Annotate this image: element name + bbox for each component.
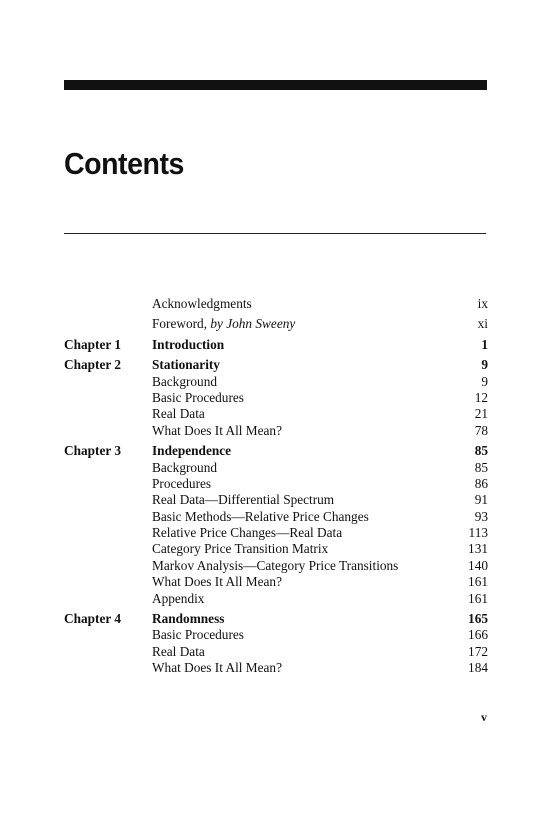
toc-entry — [64, 509, 488, 525]
toc-entry — [64, 492, 488, 508]
toc-entry — [64, 644, 488, 660]
toc-entry-title-text: Introduction — [152, 336, 225, 352]
toc-entry-title — [152, 390, 244, 406]
chapter-label: Chapter 3 — [64, 443, 122, 459]
toc-entry — [64, 627, 488, 643]
toc-entry-title — [152, 574, 282, 590]
toc-entry — [64, 591, 488, 607]
toc-entry-title-text: Background — [152, 459, 217, 475]
toc-entry — [64, 296, 488, 312]
table-of-contents — [64, 296, 488, 677]
toc-entry-title — [152, 644, 205, 660]
chapter-label: Chapter 1 — [64, 336, 122, 352]
top-thick-rule — [64, 80, 487, 90]
toc-entry-title-text: Foreword, — [152, 316, 208, 332]
toc-entry — [64, 558, 488, 574]
toc-entry-title-text: Category Price Transition Matrix — [152, 541, 329, 557]
toc-entry-page: 184 — [468, 660, 488, 676]
toc-entry-title-text: What Does It All Mean? — [152, 660, 282, 676]
toc-entry — [64, 337, 488, 353]
toc-entry-title — [152, 591, 204, 607]
toc-entry-page: 172 — [468, 643, 488, 659]
toc-entry — [64, 423, 488, 439]
toc-entry-page: 131 — [468, 541, 488, 557]
chapter-label: Chapter 4 — [64, 611, 122, 627]
toc-entry-page: 161 — [468, 590, 488, 606]
toc-entry-page: xi — [477, 316, 488, 332]
toc-entry-page: 1 — [481, 336, 488, 352]
toc-entry-page: 21 — [474, 406, 488, 422]
toc-entry-page: 140 — [468, 557, 488, 573]
toc-entry — [64, 374, 488, 390]
toc-entry-title — [152, 627, 244, 643]
toc-entry-title — [152, 423, 282, 439]
title-underline-rule — [64, 233, 486, 234]
toc-entry — [64, 541, 488, 557]
toc-entry-title-text: Independence — [152, 443, 232, 459]
toc-entry-page: 161 — [468, 574, 488, 590]
toc-entry-title — [152, 492, 334, 508]
toc-entry-title-text: Stationarity — [152, 357, 220, 373]
toc-entry-title — [152, 558, 398, 574]
toc-entry — [64, 390, 488, 406]
toc-entry-title — [152, 296, 252, 312]
toc-entry-page: 12 — [474, 389, 488, 405]
toc-entry-title — [152, 525, 342, 541]
toc-entry-title — [152, 406, 205, 422]
chapter-label: Chapter 2 — [64, 357, 122, 373]
toc-entry-page: 93 — [474, 508, 488, 524]
toc-entry — [64, 406, 488, 422]
toc-entry — [64, 316, 488, 332]
toc-entry-title-text: Real Data — [152, 406, 205, 422]
toc-entry — [64, 611, 488, 627]
toc-entry-title-text: Basic Procedures — [152, 627, 244, 643]
toc-entry-title-text: Background — [152, 373, 217, 389]
toc-entry-title-text: Randomness — [152, 611, 225, 627]
toc-entry — [64, 660, 488, 676]
toc-entry-title — [152, 660, 282, 676]
toc-entry — [64, 443, 488, 459]
toc-entry — [64, 476, 488, 492]
toc-entry — [64, 357, 488, 373]
toc-entry-page: 9 — [481, 373, 488, 389]
toc-entry — [64, 460, 488, 476]
toc-entry-page: 91 — [474, 492, 488, 508]
toc-entry-title-text: Relative Price Changes—Real Data — [152, 525, 343, 541]
toc-entry-title — [152, 509, 369, 525]
toc-entry-page: 166 — [468, 627, 488, 643]
toc-entry-page: 86 — [474, 475, 488, 491]
page-number: v — [481, 710, 487, 724]
toc-entry-title — [152, 460, 217, 476]
toc-entry-title-text: What Does It All Mean? — [152, 574, 282, 590]
toc-entry-title-text: Procedures — [152, 475, 212, 491]
toc-entry-title-text: Acknowledgments — [152, 296, 252, 311]
toc-entry — [64, 574, 488, 590]
toc-entry-title — [152, 316, 295, 332]
toc-entry-title-text: Basic Procedures — [152, 389, 244, 405]
toc-entry-title — [152, 374, 217, 390]
toc-entry-title-text: Markov Analysis—Category Price Transitions — [152, 557, 399, 573]
toc-entry-page: 78 — [474, 422, 488, 438]
toc-entry-title — [152, 541, 328, 557]
toc-entry-title-text: Appendix — [152, 590, 205, 606]
toc-entry-title — [152, 443, 231, 459]
toc-entry-page: 113 — [468, 525, 488, 541]
toc-entry-title-text: Basic Methods—Relative Price Changes — [152, 508, 369, 524]
toc-entry-page: 9 — [481, 357, 488, 373]
toc-entry-title-text: Real Data — [152, 643, 205, 659]
toc-entry-author: by John Sweeny — [210, 316, 296, 332]
toc-entry-page: 85 — [474, 459, 488, 475]
toc-entry-page: ix — [477, 296, 488, 311]
toc-entry-title — [152, 357, 220, 373]
toc-entry-page: 165 — [468, 611, 488, 627]
page-title: Contents — [64, 146, 184, 181]
toc-entry-title — [152, 337, 224, 353]
toc-entry-page: 85 — [474, 443, 488, 459]
toc-entry — [64, 525, 488, 541]
toc-entry-title — [152, 476, 211, 492]
toc-entry-title-text: Real Data—Differential Spectrum — [152, 492, 335, 508]
toc-entry-title — [152, 611, 224, 627]
toc-entry-title-text: What Does It All Mean? — [152, 422, 282, 438]
